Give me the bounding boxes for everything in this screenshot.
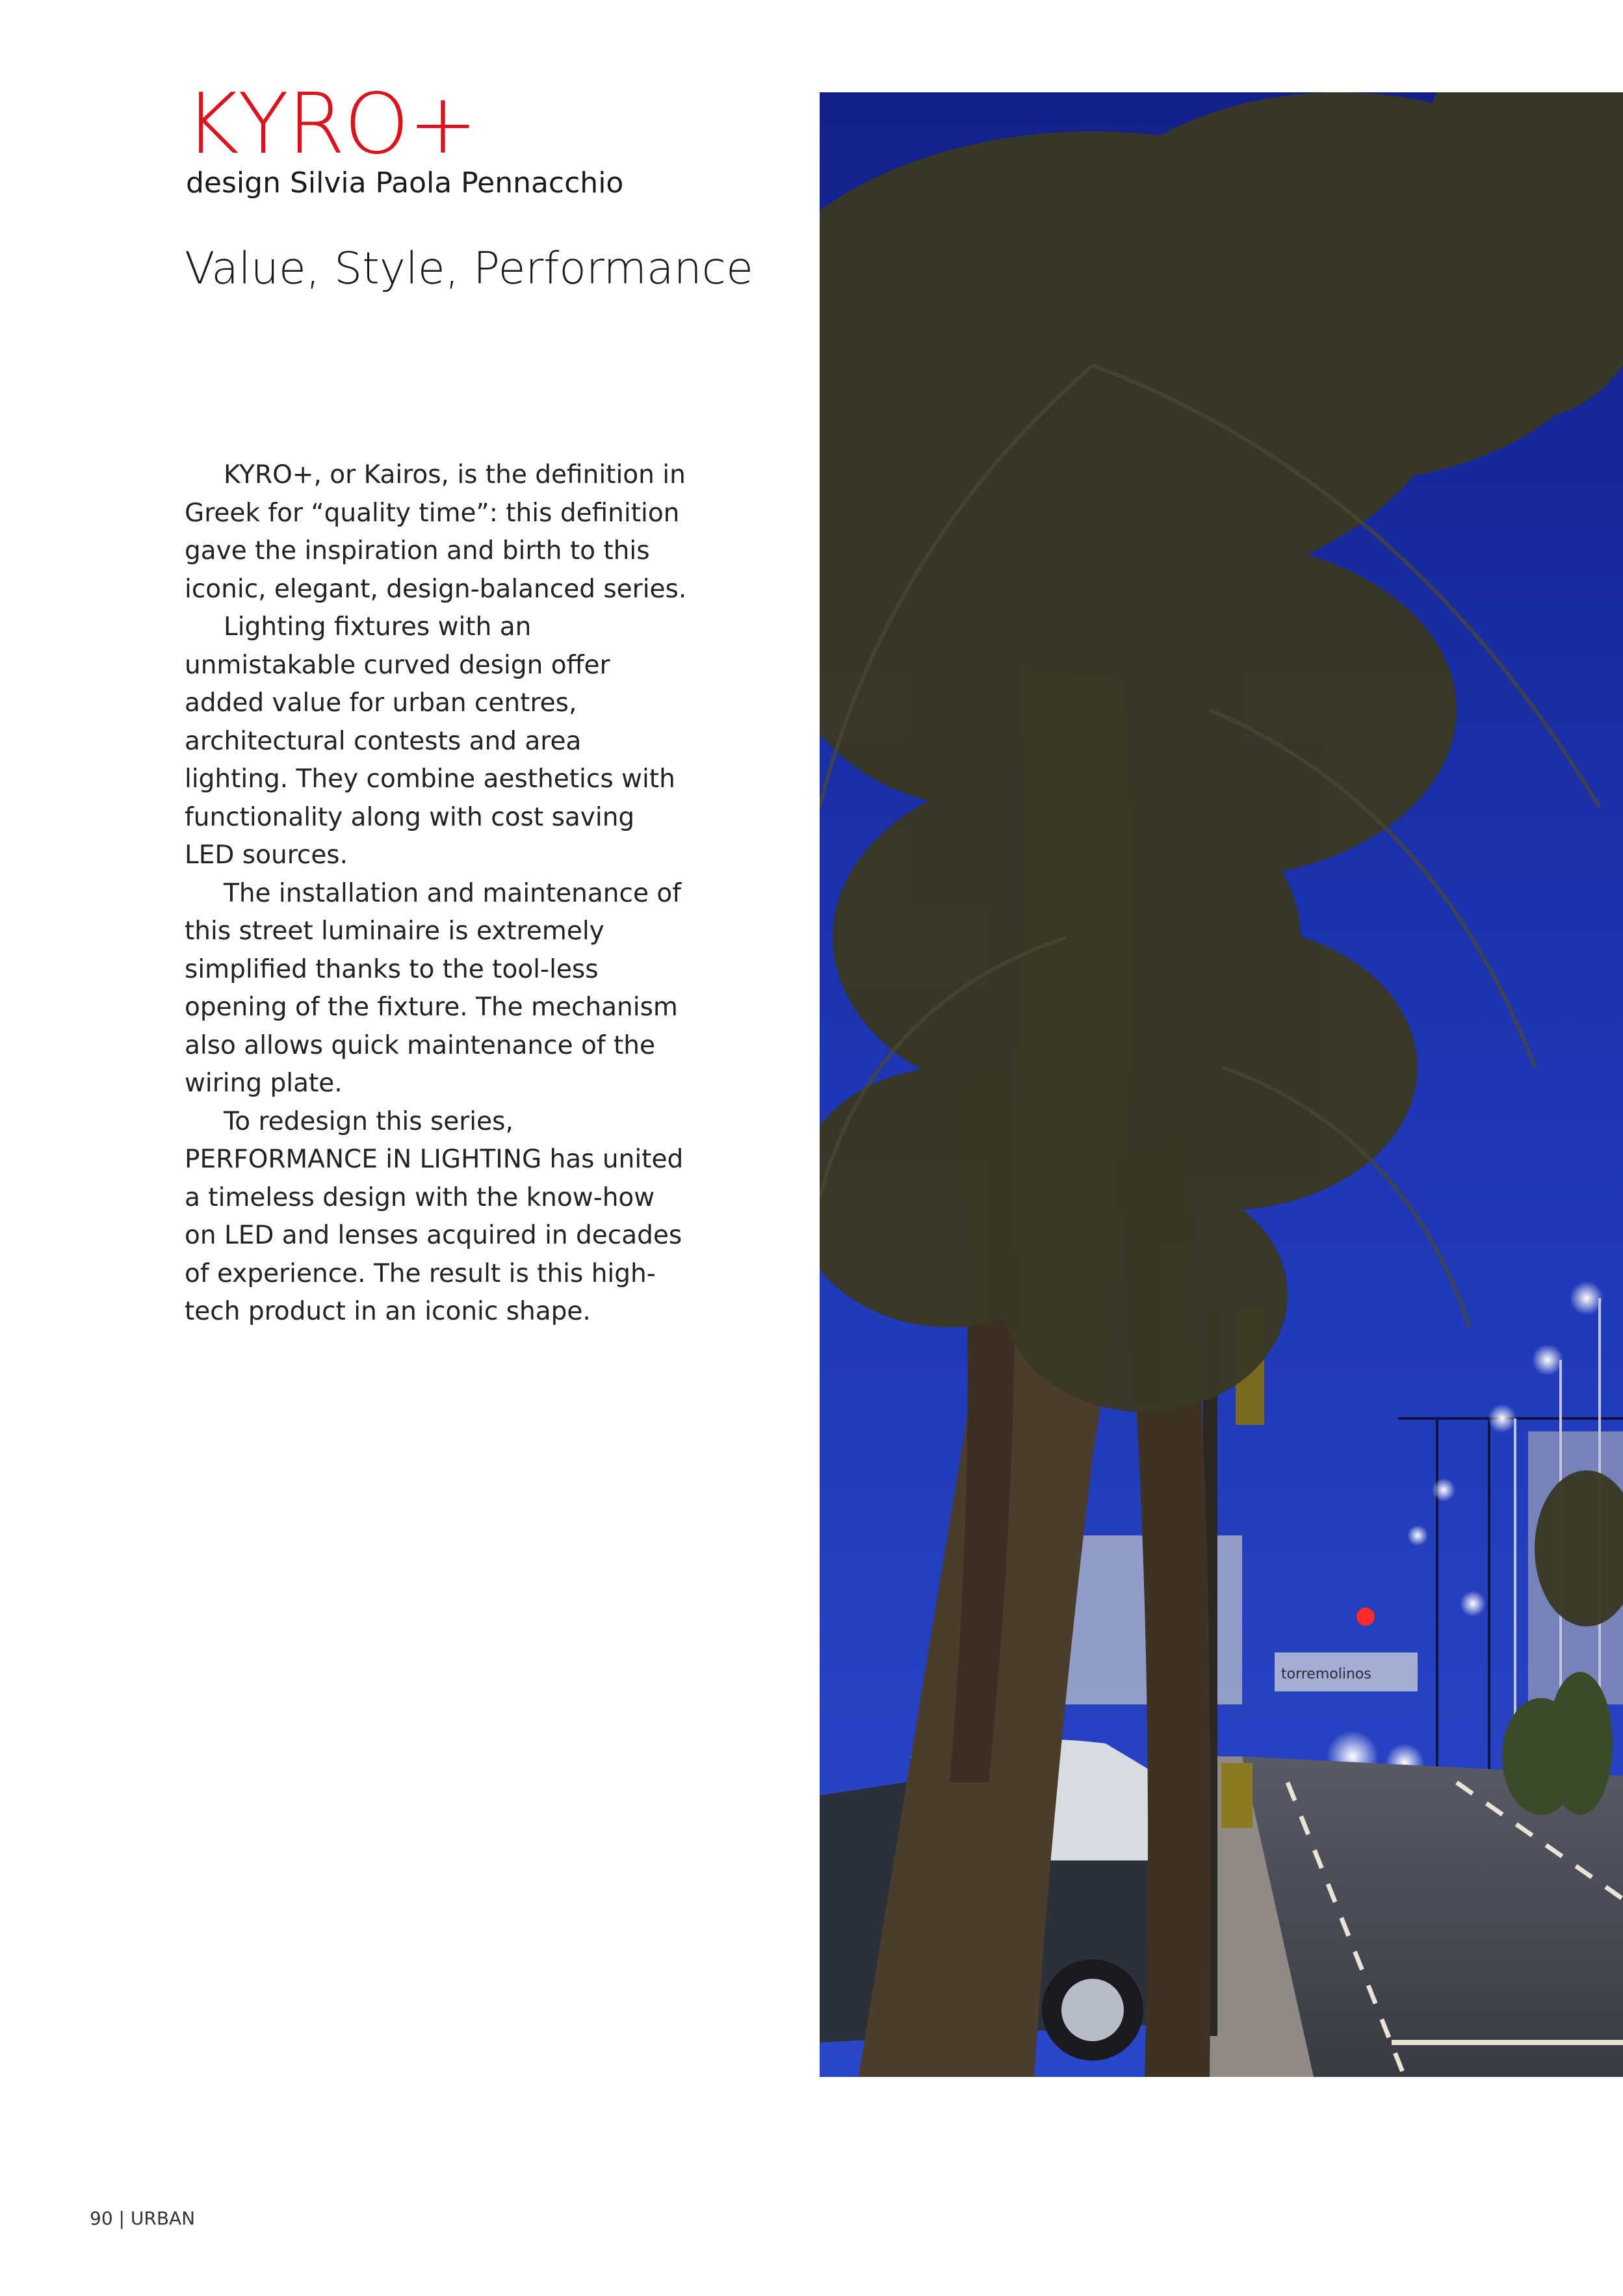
page-footer: 90 | URBAN — [90, 2208, 196, 2229]
paragraph: To redesign this series, PERFORMANCE iN LIGHTING has united a timeless design with the know-how on LED and lenses acquired in decades of experience. The result is this high-tech product in an iconic shape. — [185, 1106, 684, 1326]
paragraph: The installation and maintenance of this street luminaire is extremely simplified thanks to the tool-less opening of the fixture. The mechanism also allows quick maintenance of the wiring plate. — [185, 878, 681, 1098]
product-title: KYRO+ — [185, 76, 477, 173]
section-subtitle: Value, Style, Performance — [185, 243, 753, 294]
designer-credit: design Silvia Paola Pennacchio — [186, 166, 624, 200]
overpass-sign: torremolinos — [1281, 1666, 1371, 1682]
paragraph: KYRO+, or Kairos, is the definition in Greek for “quality time”: this definition gave the inspiration and birth to this iconic, elegant, design-balanced series. — [185, 460, 687, 604]
paragraph: Lighting fixtures with an unmistakable curved design offer added value for urban centres, architectural contests and area lighting. They combine aesthetics with functionality along with cost saving LED sources. — [185, 612, 675, 870]
street-photo — [820, 92, 1623, 2077]
body-text — [185, 456, 692, 1331]
